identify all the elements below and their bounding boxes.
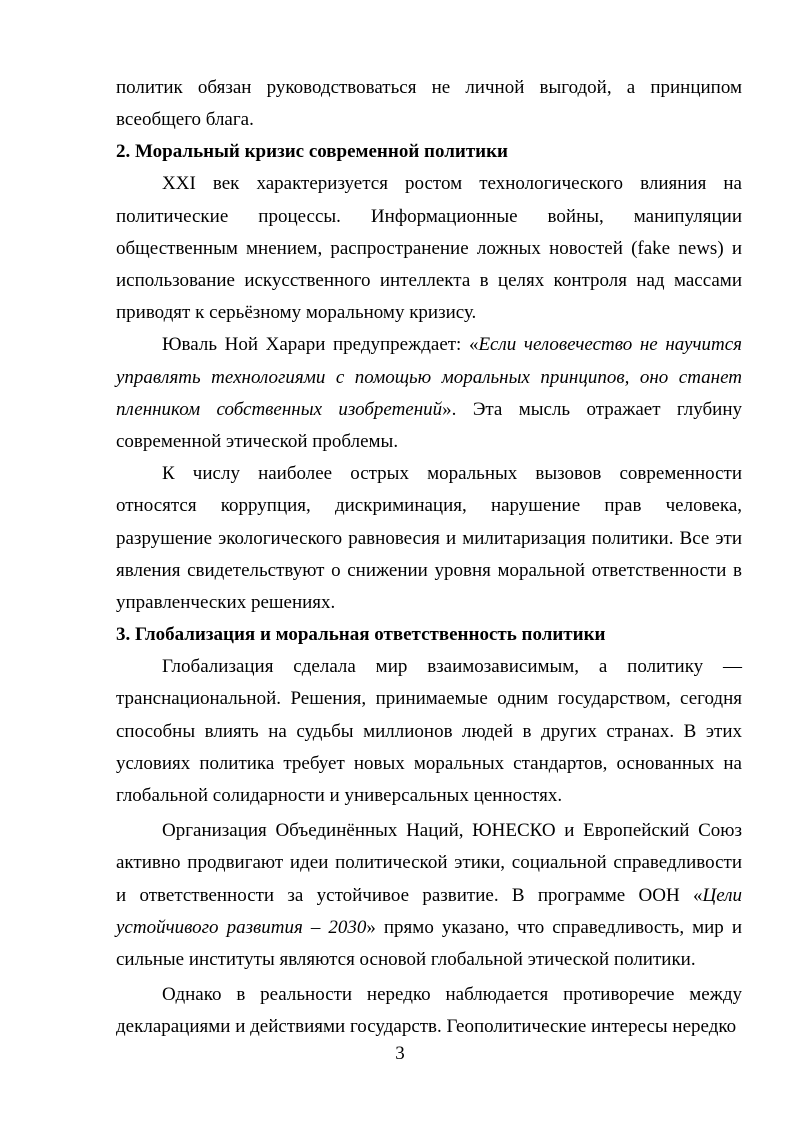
paragraph-text: » прямо указано, что справедливость, мир и сильные институты являются основой глобальной этической политики. [116,916,742,971]
section-2-heading: 2. Моральный кризис современной политики [116,141,508,163]
paragraph-text: Юваль Ной Харари предупреждает: « [162,334,479,356]
section-2-paragraph-3: К числу наиболее острых моральных вызовов современности относятся коррупция, дискриминация, нарушение прав человека, разрушение экологического равновесия и милитаризация политики. Все эти явления свидетельствуют о снижении уровня моральной ответственности в управленческих решениях. [116,463,742,614]
paragraph-continuation: политик обязан руководствоваться не личной выгодой, а принципом всеобщего блага. [116,77,742,131]
section-2-paragraph-1: XXI век характеризуется ростом технологического влияния на политические процессы. Информационные войны, манипуляции общественным мнением, распространение ложных новостей (fake news) и использование искусственного интеллекта в целях контроля над массами приводят к серьёзному моральному кризису. [116,173,742,324]
section-3-heading: 3. Глобализация и моральная ответственность политики [116,624,606,646]
un-program-title: Цели устойчивого развития – 2030 [116,884,742,938]
section-2-paragraph-2 [116,329,742,458]
section-3-paragraph-2 [116,815,742,976]
paragraph-text: ». Эта мысль отражает глубину современной этической проблемы. [116,398,742,453]
page-number: 3 [395,1043,405,1064]
harari-quote: Если человечество не научится управлять технологиями с помощью моральных принципов, оно станет пленником собственных изобретений [116,334,742,420]
section-3-paragraph-3: Однако в реальности нередко наблюдается противоречие между декларациями и действиями государств. Геополитические интересы нередко [116,984,742,1038]
paragraph-text: Организация Объединённых Наций, ЮНЕСКО и Европейский Союз активно продвигают идеи политической этики, социальной справедливости и ответственности за устойчивое развитие. В программе ООН « [116,820,742,906]
section-3-paragraph-1: Глобализация сделала мир взаимозависимым, а политику — транснациональной. Решения, принимаемые одним государством, сегодня способны влиять на судьбы миллионов людей в других странах. В этих условиях политика требует новых моральных стандартов, основанных на глобальной солидарности и универсальных ценностях. [116,656,742,807]
document-page [116,72,742,1044]
